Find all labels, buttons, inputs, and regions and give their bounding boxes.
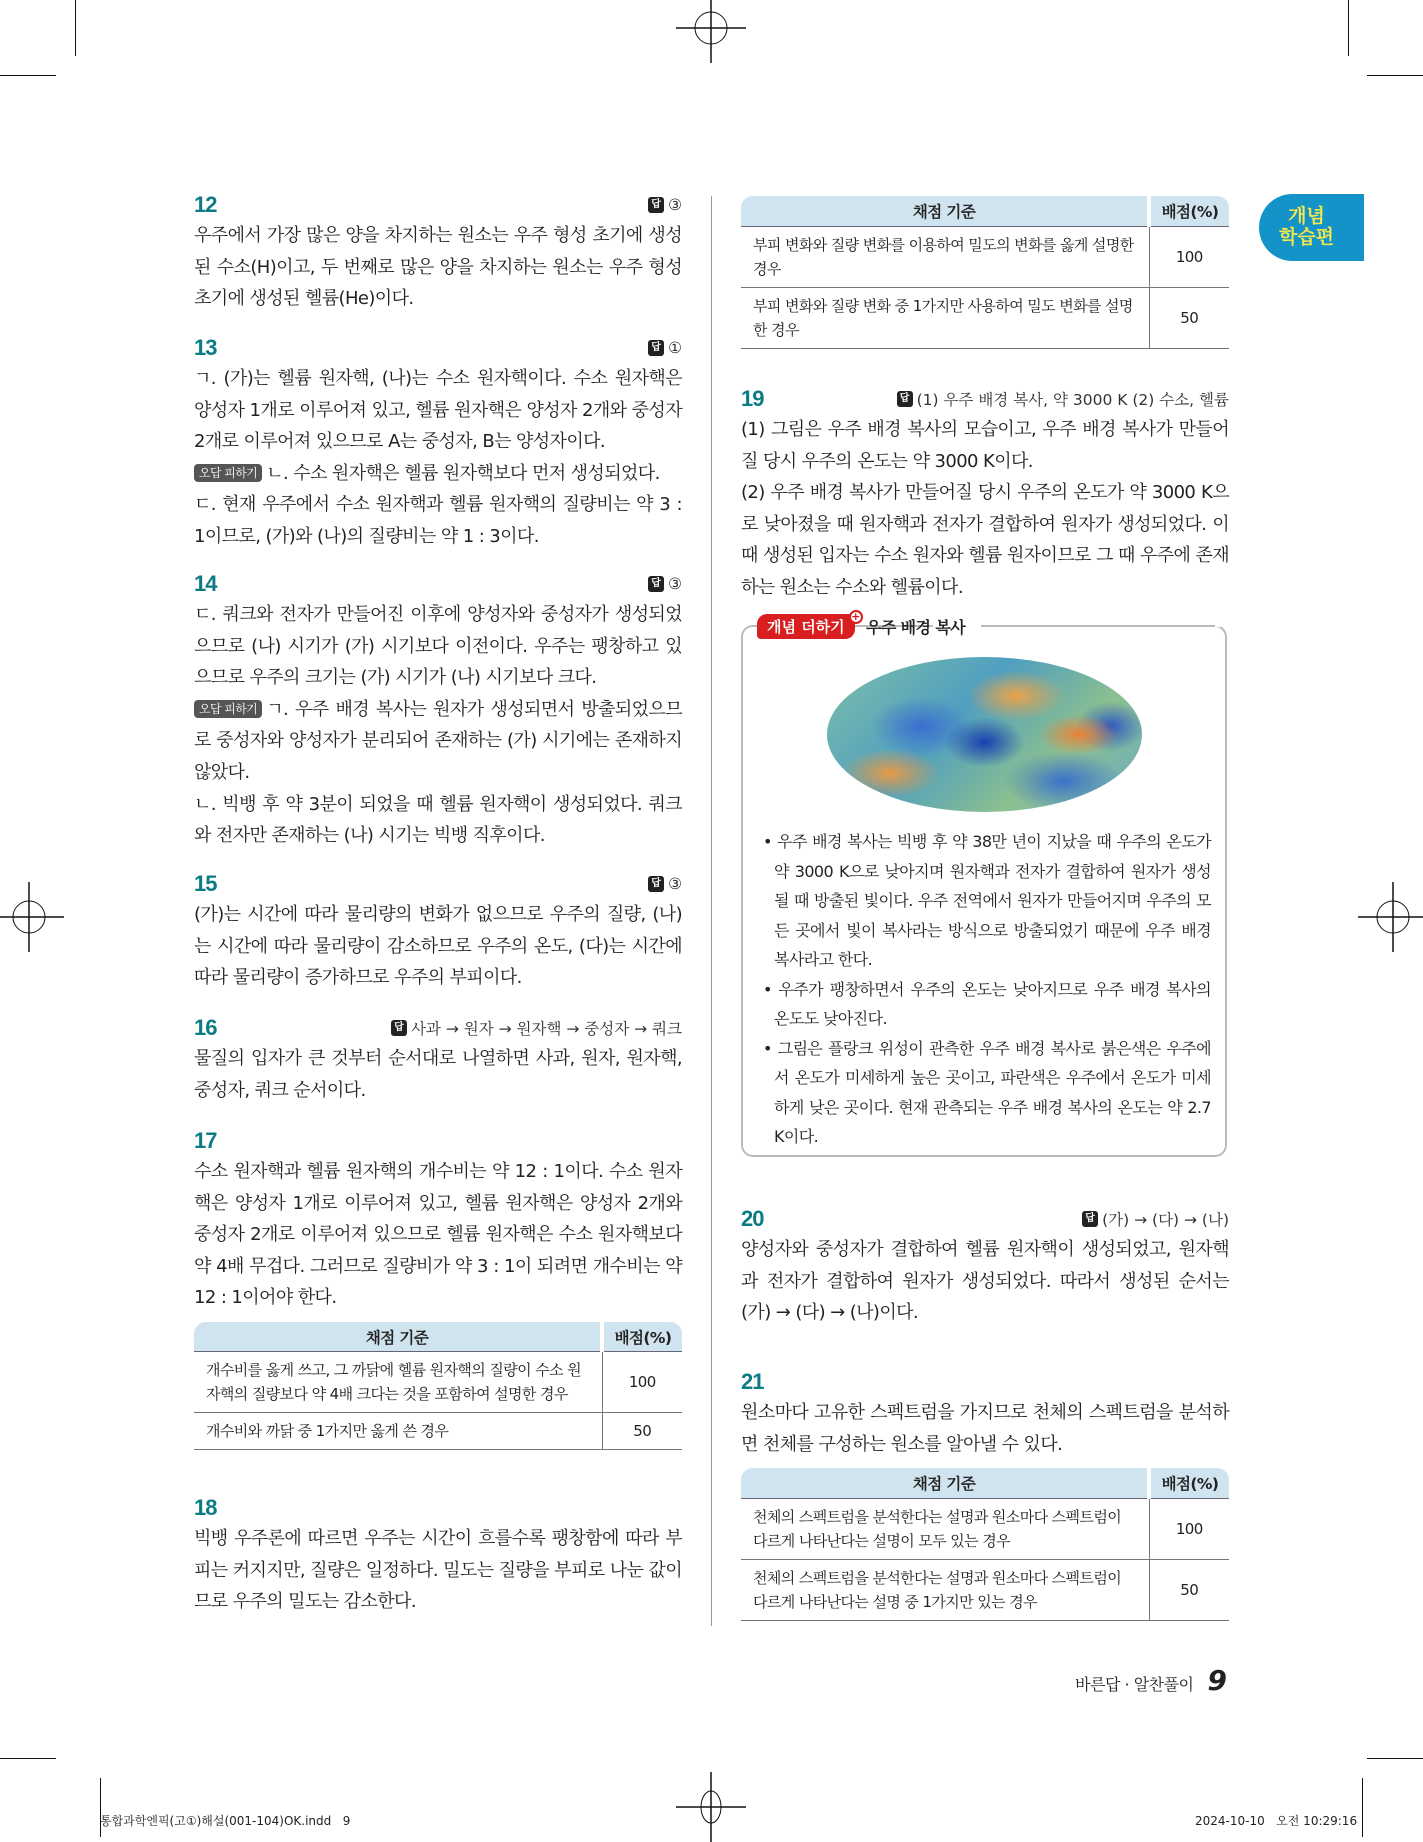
page-number: 9 — [1207, 1664, 1227, 1697]
registration-target — [0, 882, 64, 952]
answer-icon: 답 — [391, 1020, 407, 1036]
table-row: 부피 변화와 질량 변화를 이용하여 밀도의 변화를 옳게 설명한 경우 100 — [741, 226, 1229, 287]
scoring-table: 채점 기준 배점(%) 부피 변화와 질량 변화를 이용하여 밀도의 변화를 옳게 설명한 경우 100 부피 변화와 질량 변화 중 1가지만 사용하여 밀도 변화를 설명한 경우 50 — [741, 196, 1229, 349]
answer-icon: 답 — [648, 876, 664, 892]
file-slug: 통합과학엔픽(고①)해설(001-104)OK.indd 9 — [100, 1814, 351, 1828]
table-row: 천체의 스펙트럼을 분석한다는 설명과 원소마다 스펙트럼이 다르게 나타난다는 설명 중 1가지만 있는 경우 50 — [741, 1559, 1229, 1620]
table-row: 개수비와 까닭 중 1가지만 옳게 쓴 경우 50 — [194, 1413, 682, 1450]
question-19: 19 답 (1) 우주 배경 복사, 약 3000 K (2) 수소, 헬륨 (1) 그림은 우주 배경 복사의 모습이고, 우주 배경 복사가 만들어질 당시 우주의 온도는 약 3000 K이다. (2) 우주 배경 복사가 만들어질 당시 우주의 온도가 약 3000 K으로 낮아졌을 때 원자핵과 전자가 결합하여 원자가 생성되었다. 이때 생성된 입자는 수소 원자와 헬륨 원자이므로 그 때 우주에 존재하는 원소는 수소와 헬륨이다. — [741, 386, 1229, 598]
registration-target — [676, 1772, 746, 1842]
plus-icon: + — [849, 610, 863, 624]
answer: 답 (가) → (다) → (나) — [1082, 1208, 1229, 1230]
wrong-answer-tag: 오답 피하기 — [194, 464, 262, 482]
scoring-table: 채점 기준 배점(%) 개수비를 옳게 쓰고, 그 까닭에 헬륨 원자핵의 질량이 수소 원자핵의 질량보다 약 4배 크다는 것을 포함하여 설명한 경우 100 개수비와 까닭 중 1가지만 옳게 쓴 경우 50 — [194, 1322, 682, 1451]
crop-mark — [0, 75, 56, 76]
question-13: 13 답 ① ㄱ. (가)는 헬륨 원자핵, (나)는 수소 원자핵이다. 수소 원자핵은 양성자 1개로 이루어져 있고, 헬륨 원자핵은 양성자 2개와 중성자 2개로 이루어져 있으므로 A는 중성자, B는 양성자이다. 오답 피하기 ㄴ. 수소 원자핵은 헬륨 원자핵보다 먼저 생성되었다. ㄷ. 현재 우주에서 수소 원자핵과 헬륨 원자핵의 질량비는 약 3 : 1이므로, (가)와 (나)의 질량비는 약 1 : 3이다. — [194, 335, 682, 547]
question-20: 20 답 (가) → (다) → (나) 양성자와 중성자가 결합하여 헬륨 원자핵이 생성되었고, 원자핵과 전자가 결합하여 원자가 생성되었다. 따라서 생성된 순서는 (가) → (다) → (나)이다. — [741, 1206, 1229, 1324]
registration-target — [676, 0, 746, 63]
table-row: 천체의 스펙트럼을 분석한다는 설명과 원소마다 스펙트럼이 다르게 나타난다는 설명이 모두 있는 경우 100 — [741, 1498, 1229, 1559]
crop-mark — [1362, 1778, 1363, 1837]
table-row: 개수비를 옳게 쓰고, 그 까닭에 헬륨 원자핵의 질량이 수소 원자핵의 질량보다 약 4배 크다는 것을 포함하여 설명한 경우 100 — [194, 1352, 682, 1413]
question-14: 14 답 ③ ㄷ. 쿼크와 전자가 만들어진 이후에 양성자와 중성자가 생성되었으므로 (나) 시기가 (가) 시기보다 이전이다. 우주는 팽창하고 있으므로 우주의 크기는 (가) 시기가 (나) 시기보다 크다. 오답 피하기 ㄱ. 우주 배경 복사는 원자가 생성되면서 방출되었으므로 중성자와 양성자가 분리되어 존재하는 (가) 시기에는 존재하지 않았다. ㄴ. 빅뱅 후 약 3분이 되었을 때 헬륨 원자핵이 생성되었다. 쿼크와 전자만 존재하는 (나) 시기는 빅뱅 직후이다. — [194, 571, 682, 847]
answer: 답 ① — [648, 339, 682, 357]
question-18: 18 빅뱅 우주론에 따르면 우주는 시간이 흐를수록 팽창함에 따라 부피는 커지지만, 질량은 일정하다. 밀도는 질량을 부피로 나눈 값이므로 우주의 밀도는 감소한다. — [194, 1495, 682, 1613]
wrong-answer-tag: 오답 피하기 — [194, 700, 262, 718]
column-divider — [711, 196, 712, 1626]
concept-title: 우주 배경 복사 — [866, 618, 966, 637]
side-tab: 개념 학습편 — [1259, 194, 1364, 261]
answer: 답 (1) 우주 배경 복사, 약 3000 K (2) 수소, 헬륨 — [897, 388, 1229, 410]
answer-icon: 답 — [648, 197, 664, 213]
answer: 답 사과 → 원자 → 원자핵 → 중성자 → 쿼크 — [391, 1017, 682, 1039]
question-17: 17 수소 원자핵과 헬륨 원자핵의 개수비는 약 12 : 1이다. 수소 원자핵은 양성자 1개로 이루어져 있고, 헬륨 원자핵은 양성자 2개와 중성자 2개로 이루어져 있으므로 헬륨 원자핵은 수소 원자핵보다 약 4배 무겁다. 그러므로 질량비가 약 3 : 1이 되려면 개수비는 약 12 : 1이어야 한다. 채점 기준 배점(%) 개수비를 옳게 쓰고, 그 까닭에 헬륨 원자핵의 질량이 수소 원자핵의 질량보다 약 4배 크다는 것을 포함하여 설명한 경우 100 개수비와 까닭 중 1가지만 옳게 쓴 경우 50 — [194, 1126, 682, 1450]
answer-icon: 답 — [648, 576, 664, 592]
question-15: 15 답 ③ (가)는 시간에 따라 물리량의 변화가 없으므로 우주의 질량, (나)는 시간에 따라 물리량이 감소하므로 우주의 온도, (다)는 시간에 따라 물리량이 증가하므로 우주의 부피이다. — [194, 871, 682, 989]
concept-box — [741, 625, 1227, 1157]
answer-icon: 답 — [648, 340, 664, 356]
concept-bullets: • 우주 배경 복사는 빅뱅 후 약 38만 년이 지났을 때 우주의 온도가 약 3000 K으로 낮아지며 원자핵과 전자가 결합하여 원자가 생성될 때 방출된 빛이다. 우주 전역에서 원자가 만들어지며 우주의 모든 곳에서 빛이 복사라는 방식으로 방출되었기 때문에 우주 배경 복사라고 한다. • 우주가 팽창하면서 우주의 온도는 낮아지므로 우주 배경 복사의 온도도 낮아진다. • 그림은 플랑크 위성이 관측한 우주 배경 복사로 붉은색은 우주에서 온도가 미세하게 높은 곳이고, 파란색은 우주에서 온도가 미세하게 낮은 곳이다. 현재 관측되는 우주 배경 복사의 온도는 약 2.7 K이다. — [763, 832, 1211, 1146]
crop-mark — [0, 1758, 56, 1759]
question-18-scoring — [741, 196, 1229, 349]
answer-icon: 답 — [897, 391, 913, 407]
question-21: 21 원소마다 고유한 스펙트럼을 가지므로 천체의 스펙트럼을 분석하면 천체를 구성하는 원소를 알아낼 수 있다. 채점 기준 배점(%) 천체의 스펙트럼을 분석한다는 설명과 원소마다 스펙트럼이 다르게 나타난다는 설명이 모두 있는 경우 100 천체의 스펙트럼을 분석한다는 설명과 원소마다 스펙트럼이 다르게 나타난다는 설명 중 1가지만 있는 경우 50 — [741, 1367, 1229, 1621]
answer: 답 ③ — [648, 196, 682, 214]
crop-mark — [1348, 0, 1349, 56]
crop-mark — [1367, 75, 1423, 76]
table-row: 부피 변화와 질량 변화 중 1가지만 사용하여 밀도 변화를 설명한 경우 50 — [741, 287, 1229, 348]
answer: 답 ③ — [648, 875, 682, 893]
scoring-table: 채점 기준 배점(%) 천체의 스펙트럼을 분석한다는 설명과 원소마다 스펙트럼이 다르게 나타난다는 설명이 모두 있는 경우 100 천체의 스펙트럼을 분석한다는 설명과 원소마다 스펙트럼이 다르게 나타난다는 설명 중 1가지만 있는 경우 50 — [741, 1468, 1229, 1621]
page-footer — [1075, 1664, 1227, 1697]
crop-mark — [1367, 1758, 1423, 1759]
answer: 답 ③ — [648, 575, 682, 593]
cmb-image — [827, 657, 1142, 812]
concept-badge: 개념 더하기 + — [757, 614, 855, 639]
registration-target — [1358, 882, 1423, 952]
question-12: 12 답 ③ 우주에서 가장 많은 양을 차지하는 원소는 우주 형성 초기에 생성된 수소(H)이고, 두 번째로 많은 양을 차지하는 원소는 우주 형성 초기에 생성된 헬륨(He)이다. — [194, 192, 682, 310]
question-16: 16 답 사과 → 원자 → 원자핵 → 중성자 → 쿼크 물질의 입자가 큰 것부터 순서대로 나열하면 사과, 원자, 원자핵, 중성자, 쿼크 순서이다. — [194, 1015, 682, 1101]
section-label: 바른답 · 알찬풀이 — [1075, 1675, 1194, 1694]
crop-mark — [75, 0, 76, 56]
answer-icon: 답 — [1082, 1211, 1098, 1227]
timestamp-slug: 2024-10-10 오전 10:29:16 — [1195, 1814, 1358, 1828]
